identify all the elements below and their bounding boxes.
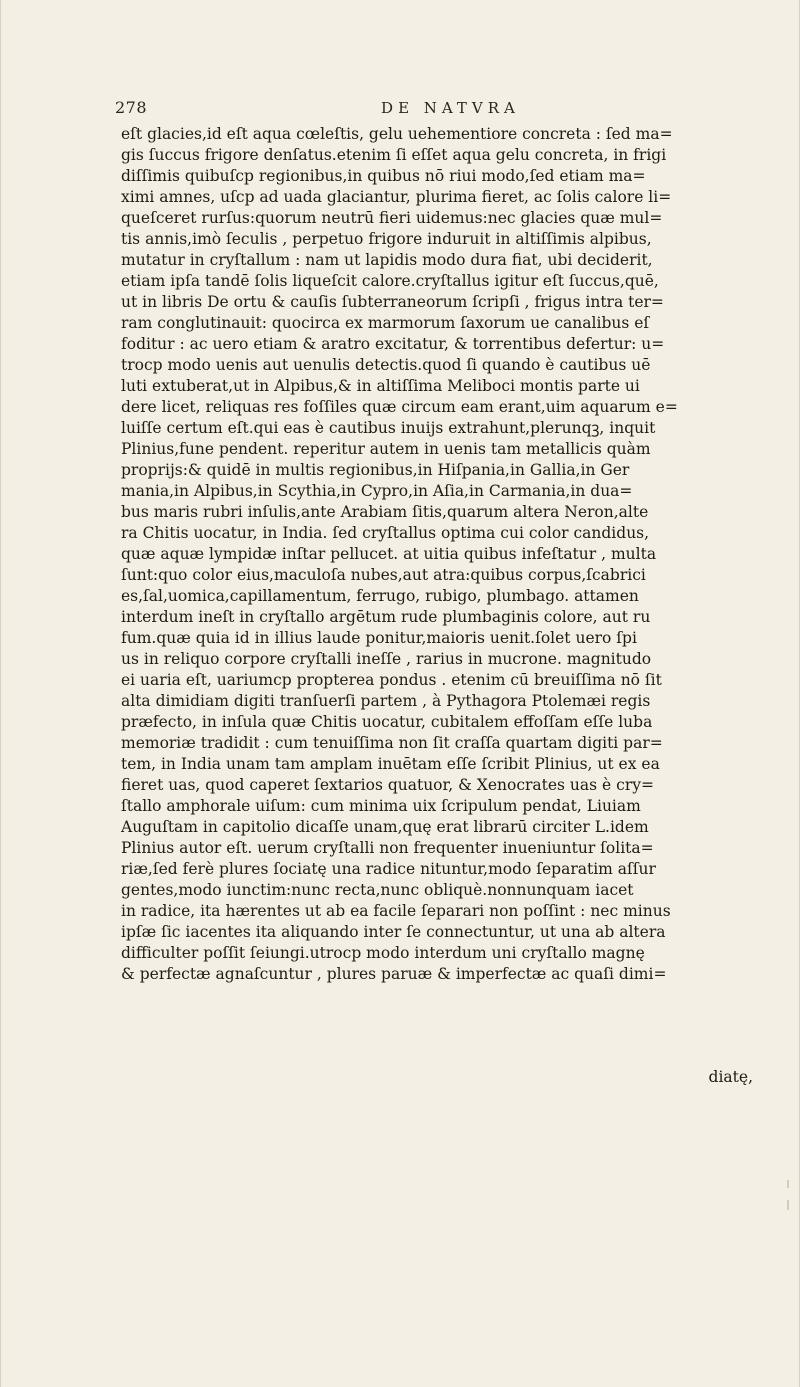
text-line: dere licet, reliquas res foſſiles quæ circum eam erant,uim aquarum e= [121,398,678,416]
text-line: mania,in Alpibus,in Scythia,in Cypro,in Aſia,in Carmania,in dua= [121,482,633,500]
text-line: us in reliquo corpore cryſtalli ineſſe , rarius in mucrone. magnitudo [121,650,652,668]
text-line: alta dimidiam digiti tranſuerſi partem , à Pythagora Ptolemæi regis [121,692,651,710]
page-edge-mark [787,1180,789,1188]
text-line: gentes,modo iunctim:nunc recta,nunc obliquè.nonnunquam iacet [121,881,634,899]
text-line: & perfectæ agnaſcuntur , plures paruæ & imperfectæ ac quaſi dimi= [121,965,667,983]
catchword: diatę, [708,1068,753,1086]
text-line: quæ aquæ lympidæ inſtar pellucet. at uitia quibus infeſtatur , multa [121,545,657,563]
text-line: tis annis,imò ſeculis , perpetuo frigore induruit in altiſſimis alpibus, [121,230,652,248]
page-edge-mark [787,1200,789,1210]
text-line: luti extuberat,ut in Alpibus,& in altiſſima Meliboci montis parte ui [121,377,640,395]
text-line: riæ,ſed ferè plures ſociatę una radice nituntur,modo ſeparatim aſſur [121,860,656,878]
text-line: præfecto, in inſula quæ Chitis uocatur, cubitalem effoſſam eſſe luba [121,713,653,731]
text-line: memoriæ tradidit : cum tenuiſſima non ſit craſſa quartam digiti par= [121,734,663,752]
text-line: trocp modo uenis aut uenulis detectis.quod ſi quando è cautibus uē [121,356,651,374]
text-line: gis ſuccus frigore denſatus.etenim ſi eſſet aqua gelu concreta, in frigi [121,146,667,164]
text-line: in radice, ita hærentes ut ab ea facile ſeparari non poſſint : nec minus [121,902,671,920]
text-line: Plinius autor eſt. uerum cryſtalli non frequenter inueniuntur ſolita= [121,839,654,857]
text-line: fieret uas, quod caperet ſextarios quatuor, & Xenocrates uas è cry= [121,776,654,794]
text-line: luiſſe certum eſt.qui eas è cautibus inuijs extrahunt,plerunqꝫ, inquit [121,419,656,437]
text-line: Auguſtam in capitolio dicaſſe unam,quę erat librarū circiter L.idem [121,818,649,836]
page-number: 278 [115,98,148,117]
text-line: ſtallo amphorale uiſum: cum minima uix ſcripulum pendat, Liuiam [121,797,641,815]
text-line: foditur : ac uero etiam & aratro excitatur, & torrentibus defertur: u= [121,335,665,353]
text-line: ra Chitis uocatur, in India. ſed cryſtallus optima cui color candidus, [121,524,650,542]
text-line: ei uaria eſt, uariumcp propterea pondus . etenim cū breuiſſima nō ſit [121,671,662,689]
text-line: Plinius,fune pendent. reperitur autem in uenis tam metallicis quàm [121,440,651,458]
text-line: ximi amnes, uſcp ad uada glaciantur, plurima fieret, ac ſolis calore li= [121,188,672,206]
text-line: ſunt:quo color eius,maculoſa nubes,aut atra:quibus corpus,ſcabrici [121,566,646,584]
text-line: ram conglutinauit: quocirca ex marmorum ſaxorum ue canalibus eſ [121,314,650,332]
text-line: etiam ipſa tandē ſolis liqueſcit calore.cryſtallus igitur eſt ſuccus,quē, [121,272,659,290]
text-line: interdum ineſt in cryſtallo argētum rude plumbaginis colore, aut ru [121,608,651,626]
text-line: queſceret rurſus:quorum neutrū fieri uidemus:nec glacies quæ mul= [121,209,663,227]
text-line: proprijs:& quidē in multis regionibus,in Hiſpania,in Gallia,in Ger [121,461,630,479]
text-line: mutatur in cryſtallum : nam ut lapidis modo dura fiat, ubi deciderit, [121,251,653,269]
text-line: eſt glacies,id eſt aqua cœleſtis, gelu uehementiore concreta : ſed ma= [121,125,673,143]
text-line: difficulter poſſit ſeiungi.utrocp modo interdum uni cryſtallo magnę [121,944,645,962]
page-header [115,98,755,120]
text-line: ipſæ ſic iacentes ita aliquando inter ſe connectuntur, ut una ab altera [121,923,666,941]
running-head: DE NATVRA [381,99,520,117]
text-line: tem, in India unam tam amplam inuētam eſſe ſcribit Plinius, ut ex ea [121,755,660,773]
text-line: bus maris rubri inſulis,ante Arabiam ſitis,quarum altera Neron,alte [121,503,649,521]
body-text [121,124,763,985]
text-line: diſſimis quibuſcp regionibus,in quibus nō riui modo,ſed etiam ma= [121,167,646,185]
text-line: es,ſal,uomica,capillamentum, ferrugo, rubigo, plumbago. attamen [121,587,639,605]
text-line: fum.quæ quia id in illius laude ponitur,maioris uenit.ſolet uero ſpi [121,629,637,647]
text-line: ut in libris De ortu & cauſis ſubterraneorum ſcripſi , frigus intra ter= [121,293,664,311]
